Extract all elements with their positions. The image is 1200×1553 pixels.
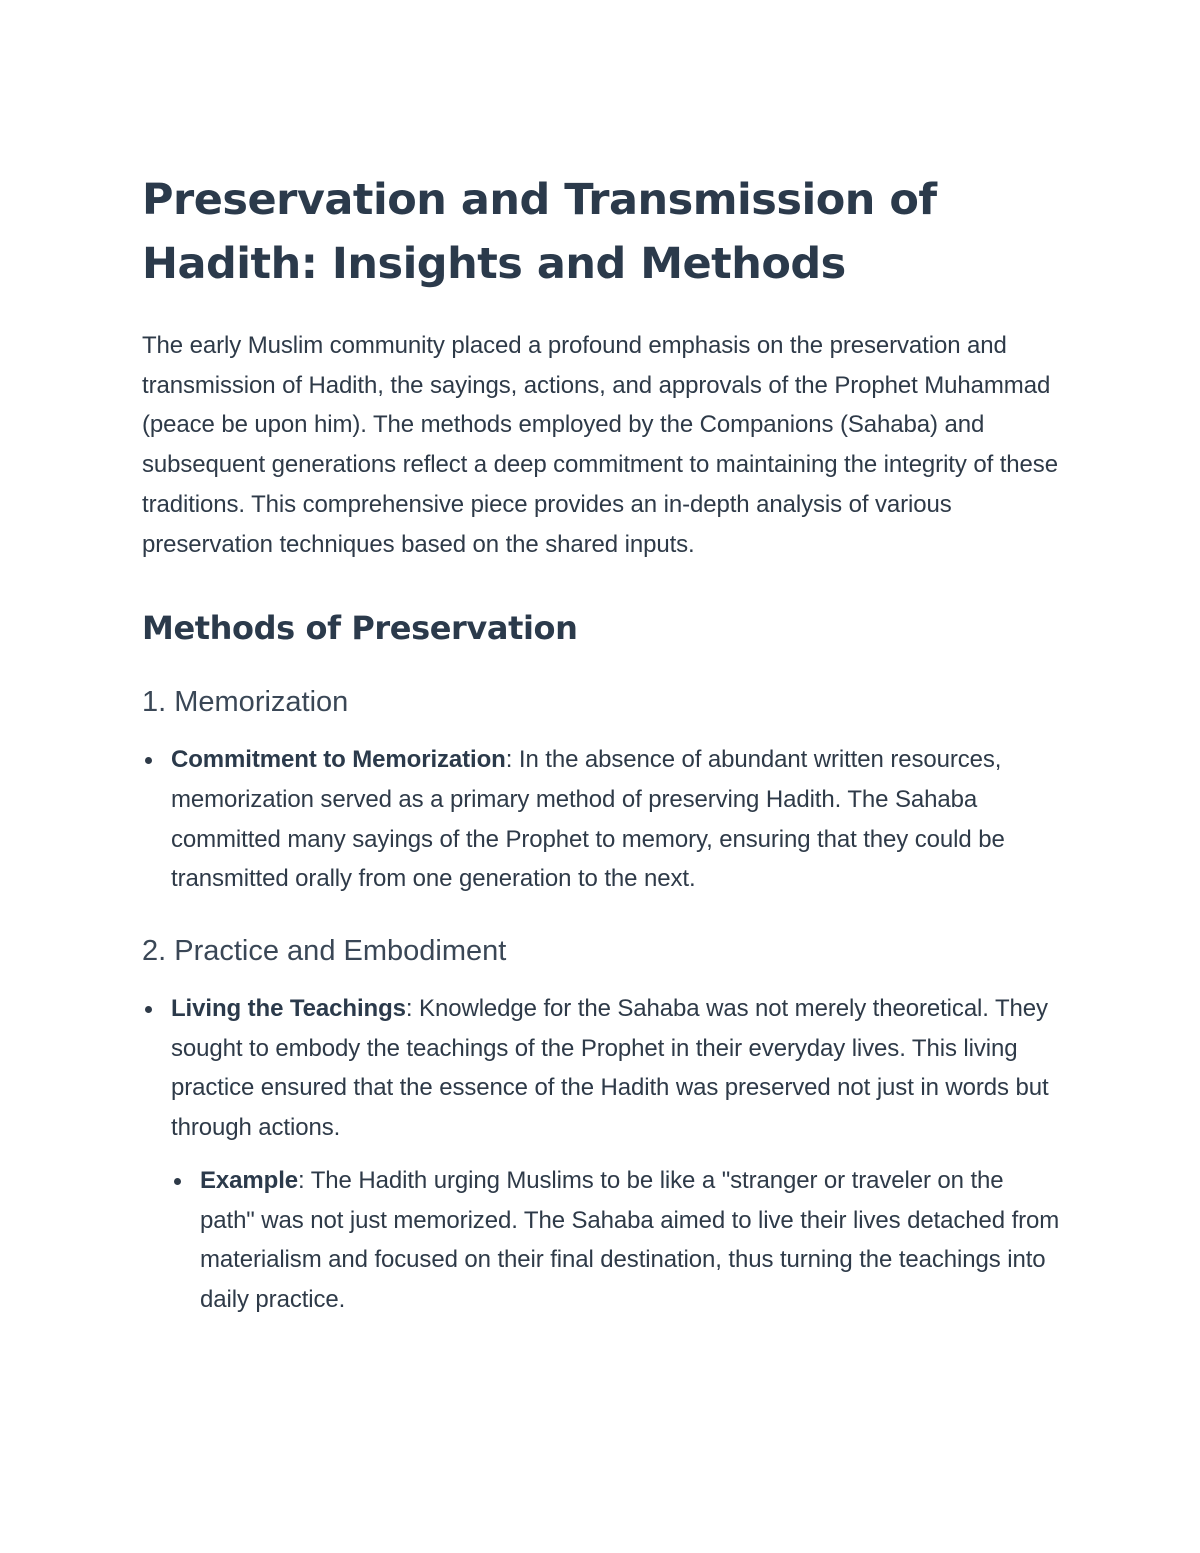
commitment-text: : In the absence of abundant written resources, memorization served as a primary method of preserving Hadith. The Sahaba committed many sayings of the Prophet to memory, ensuring that they could be transmitted orally from one generation to the next. bbox=[171, 746, 1005, 893]
example-term: Example bbox=[200, 1166, 299, 1194]
list-item bbox=[142, 989, 1060, 1320]
list-item bbox=[142, 740, 1060, 899]
practice-heading: 2. Practice and Embodiment bbox=[142, 935, 507, 968]
living-term: Living the Teachings bbox=[171, 995, 406, 1023]
list-item bbox=[171, 1161, 1060, 1320]
memorization-list bbox=[142, 740, 1060, 899]
intro-paragraph: The early Muslim community placed a profound emphasis on the preservation and transmission of Hadith, the sayings, actions, and approvals of the Prophet Muhammad (peace be upon him). The methods employed by the Companions (Sahaba) and subsequent generations reflect a deep commitment to maintaining the integrity of these traditions. This comprehensive piece provides an in-depth analysis of various preservation techniques based on the shared inputs. bbox=[142, 332, 1058, 558]
methods-heading: Methods of Preservation bbox=[142, 609, 578, 648]
commitment-term: Commitment to Memorization bbox=[171, 746, 506, 774]
memorization-heading: 1. Memorization bbox=[142, 686, 349, 719]
nested-list bbox=[171, 1161, 1060, 1320]
example-text: : The Hadith urging Muslims to be like a "stranger or traveler on the path" was not just memorized. The Sahaba aimed to live their lives detached from materialism and focused on their final destination, thus turning the teachings into daily practice. bbox=[200, 1166, 1060, 1313]
practice-list bbox=[142, 989, 1060, 1320]
living-text: : Knowledge for the Sahaba was not merely theoretical. They sought to embody the teachings of the Prophet in their everyday lives. This living practice ensured that the essence of the Hadith was preserved not just in words but through actions. bbox=[171, 995, 1049, 1142]
document-title: Preservation and Transmission of Hadith: Insights and Methods bbox=[142, 175, 937, 289]
